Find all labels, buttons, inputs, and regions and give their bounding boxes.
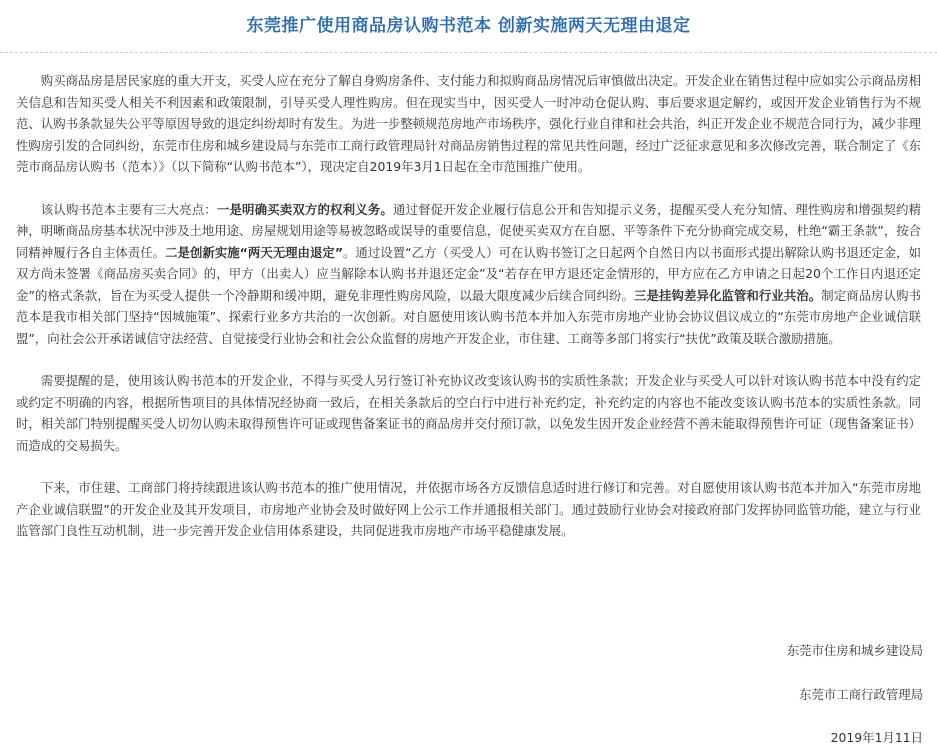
paragraph-2 xyxy=(16,199,921,350)
publish-date: 2019年1月11日 xyxy=(830,730,923,745)
paragraph-3: 需要提醒的是，使用该认购书范本的开发企业，不得与买受人另行签订补充协议改变该认购书的实质性条款；开发企业与买受人可以针对该认购书范本中没有约定或约定不明确的内容，根据所售项目的具体情况经协商一致后，在相关条款后的空白行中进行补充约定，补充约定的内容也不能改变该认购书范本的实质性条款。同时，相关部门特别提醒买受人切勿认购未取得预售许可证或现售备案证书的商品房并交付预订款，以免发生因开发企业经营不善未能取得预售许可证（现售备案证书）而造成的交易损失。 xyxy=(16,373,921,453)
highlight-1-text: 通过督促开发企业履行信息公开和告知提示义务，提醒买受人充分知情、理性购房和增强契约精神，明晰商品房基本状况中涉及土地用途、房屋规划用途等易被忽略或误导的重要信息，促使买卖双方在自愿、平等条件下充分协商完成交易，杜绝“霸王条款”，按合同精神履行各自主体责任。 xyxy=(16,201,922,260)
highlight-3-text: 制定商品房认购书范本是我市相关部门坚持“因城施策”、探索行业多方共治的一次创新。对自愿使用该认购书范本并加入东莞市房地产业协会协议倡议成立的“东莞市房地产企业诚信联盟”，向社会公开承诺诚信守法经营、自觉接受行业协会和社会公众监督的房地产开发企业，市住建、工商等多部门将实行“扶优”政策及联合激励措施。 xyxy=(16,287,922,346)
signature-commerce-bureau: 东莞市工商行政管理局 xyxy=(799,687,923,702)
article-body xyxy=(16,70,921,563)
paragraph-1: 购买商品房是居民家庭的重大开支，买受人应在充分了解自身购房条件、支付能力和拟购商品房情况后审慎做出决定。开发企业在销售过程中应如实公示商品房相关信息和告知买受人相关不利因素和政策限制，引导买受人理性购房。但在现实当中，因买受人一时冲动仓促认购、事后要求退定解约，或因开发企业销售行为不规范、认购书条款显失公平等原因导致的退定纠纷却时有发生。为进一步整顿规范房地产市场秩序，强化行业自律和社会共治，纠正开发企业不规范合同行为，减少非理性购房引发的合同纠纷，东莞市住房和城乡建设局与东莞市工商行政管理局针对商品房销售过程的常见共性问题，经过广泛征求意见和多次修改完善，联合制定了《东莞市商品房认购书（范本）》（以下简称“认购书范本”），现决定自2019年3月1日起在全市范围推广使用。 xyxy=(16,73,921,174)
highlight-2-heading: 二是创新实施“两天无理由退定” xyxy=(165,244,343,260)
signature-housing-bureau: 东莞市住房和城乡建设局 xyxy=(786,643,923,658)
highlight-2-text: 。通过设置“乙方（买受人）可在认购书签订之日起两个自然日内以书面形式提出解除认购书退还定金，如双方尚未签署《商品房买卖合同》的，甲方（出卖人）应当解除本认购书并退还定金”及“若存在甲方退还定金情形的，甲方应在乙方申请之日起20个工作日内退还定金”的格式条款，旨在为买受人提供一个冷静期和缓冲期，避免非理性购房风险，以最大限度减少后续合同纠纷。 xyxy=(16,244,921,303)
highlight-1-heading: 一是明确买卖双方的权利义务。 xyxy=(216,201,393,217)
paragraph-2-intro: 该认购书范本主要有三大亮点： xyxy=(40,201,217,217)
title-divider xyxy=(0,52,937,53)
paragraph-4: 下来，市住建、工商部门将持续跟进该认购书范本的推广使用情况，并依据市场各方反馈信息适时进行修订和完善。对自愿使用该认购书范本并加入“东莞市房地产企业诚信联盟”的开发企业及其开发项目，市房地产业协会及时做好网上公示工作并通报相关部门。通过鼓励行业协会对接政府部门发挥协同监管功能，建立与行业监管部门良性互动机制，进一步完善开发企业信用体系建设，共同促进我市房地产市场平稳健康发展。 xyxy=(16,480,921,538)
highlight-3-heading: 三是挂钩差异化监管和行业共治。 xyxy=(634,287,822,303)
article-title: 东莞推广使用商品房认购书范本 创新实施两天无理由退定 xyxy=(246,16,691,36)
